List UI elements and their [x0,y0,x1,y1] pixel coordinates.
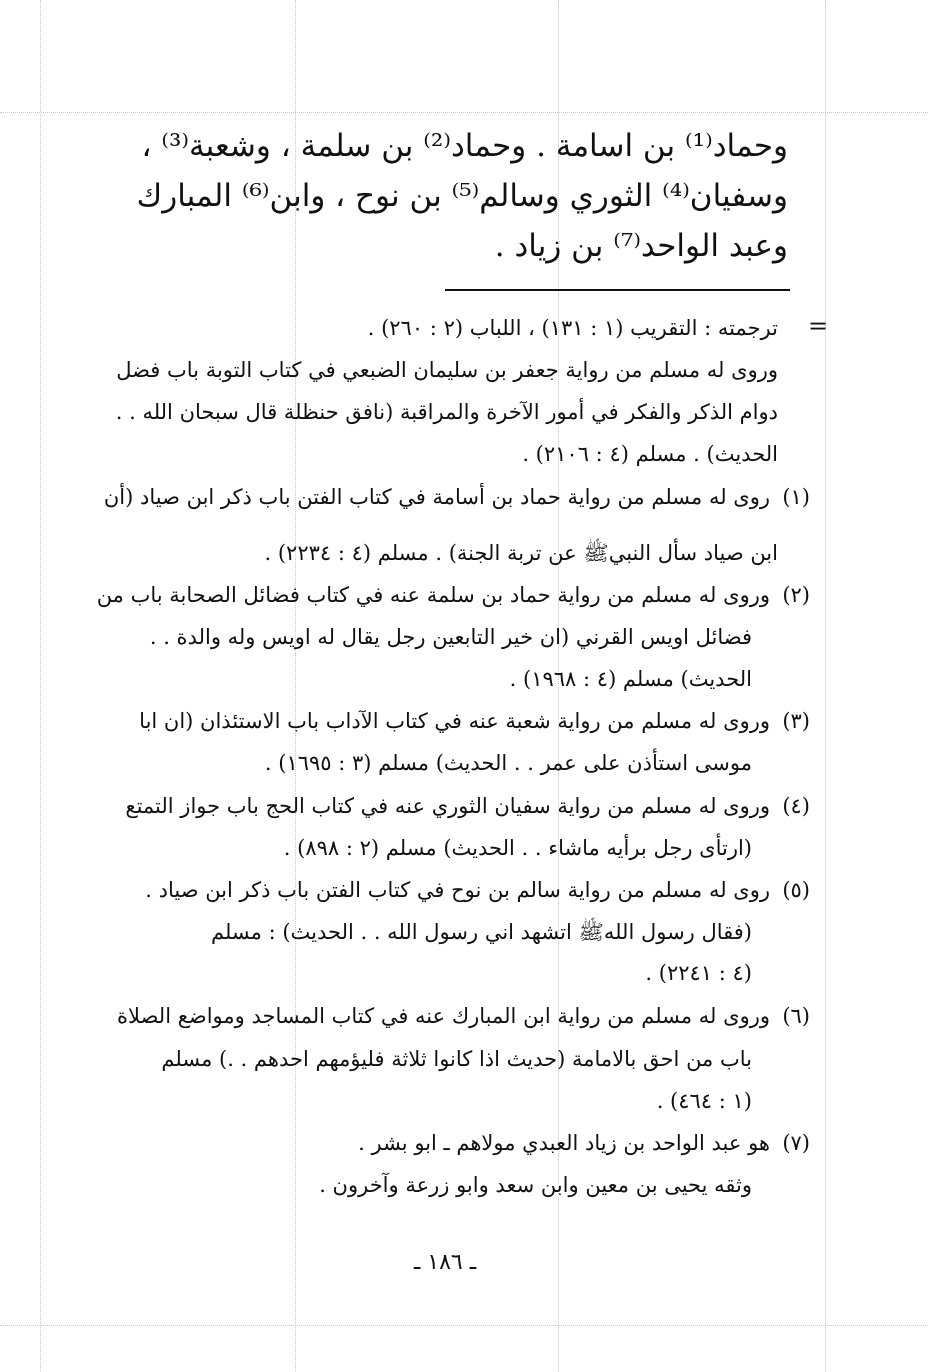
footnote-5-line: روى له مسلم من رواية سالم بن نوح في كتاب الفتن باب ذكر ابن صياد . [145,878,770,902]
footnote-2-line: الحديث) مسلم (٤ : ١٩٦٨) . [509,667,752,691]
footnote-number: (٢) [782,583,810,607]
footnote-3-line: موسى استأذن على عمر . . الحديث) مسلم (٣ : ١٦٩٥) . [264,751,752,775]
footnote-number: (٦) [782,1004,810,1028]
footnote-continuation-line: الحديث) . مسلم (٤ : ٢١٠٦) . [522,442,778,466]
grid-line [40,0,41,1372]
footnote-number: (١) [782,485,810,509]
footnote-continuation-line: ترجمته : التقريب (١ : ١٣١) ، اللباب (٢ : ٢٦٠) . [367,316,778,340]
footnote-2-line: وروى له مسلم من رواية حماد بن سلمة عنه في كتاب فضائل الصحابة باب من [96,583,770,607]
footnote-4-line: (ارتأى رجل برأيه ماشاء . . الحديث) مسلم (٢ : ٨٩٨) . [283,836,752,860]
grid-line [825,0,826,1372]
footnote-6-line: (١ : ٤٦٤) . [656,1089,752,1113]
footnote-4-line: وروى له مسلم من رواية سفيان الثوري عنه في كتاب الحج باب جواز التمتع [125,794,770,818]
footnote-7-line: وثقه يحيى بن معين وابن سعد وابو زرعة وآخرون . [319,1173,752,1197]
footnote-number: (٤) [782,794,810,818]
footnote-2-line: فضائل اويس القرني (ان خير التابعين رجل يقال له اويس وله والدة . . [149,625,752,649]
grid-line [0,112,928,113]
footnote-1-line: روى له مسلم من رواية حماد بن أسامة في كتاب الفتن باب ذكر ابن صياد (أن [103,485,770,509]
footnote-number: (٧) [782,1131,810,1155]
footnote-6-line: وروى له مسلم من رواية ابن المبارك عنه في كتاب المساجد ومواضع الصلاة [117,1004,770,1028]
footnote-1-line: ابن صياد سأل النبيﷺ عن تربة الجنة) . مسلم (٤ : ٢٢٣٤) . [264,541,778,565]
page-number: ـ ١٨٦ ـ [413,1250,477,1275]
continuation-marker: = [808,312,829,340]
footnote-6-line: باب من احق بالامامة (حديث اذا كانوا ثلاثة فليؤمهم احدهم . .) مسلم [161,1047,752,1071]
footnote-number: (٣) [782,709,810,733]
main-text-line-3: وعبد الواحد⁽⁷⁾ بن زياد . [494,228,788,264]
footnote-continuation-line: دوام الذكر والفكر في أمور الآخرة والمراقبة (نافق حنظلة قال سبحان الله . . [115,400,778,424]
grid-line [0,1325,928,1326]
footnote-5-line: (٤ : ٢٢٤١) . [645,961,752,985]
footnote-5-line: (فقال رسول اللهﷺ اتشهد اني رسول الله . . الحديث) : مسلم [211,920,752,944]
footnote-7-line: هو عبد الواحد بن زياد العبدي مولاهم ـ ابو بشر . [358,1131,770,1155]
footnote-continuation-line: وروى له مسلم من رواية جعفر بن سليمان الضبعي في كتاب التوبة باب فضل [116,358,778,382]
main-text-line-1: وحماد⁽¹⁾ بن اسامة . وحماد⁽²⁾ بن سلمة ، وشعبة⁽³⁾ ، [141,128,788,164]
footnote-number: (٥) [782,878,810,902]
main-text-line-2: وسفيان⁽⁴⁾ الثوري وسالم⁽⁵⁾ بن نوح ، وابن⁽⁶⁾ المبارك [136,178,788,214]
footnote-3-line: وروى له مسلم من رواية شعبة عنه في كتاب الآداب باب الاستئذان (ان ابا [139,709,770,733]
footnote-separator [445,289,790,291]
